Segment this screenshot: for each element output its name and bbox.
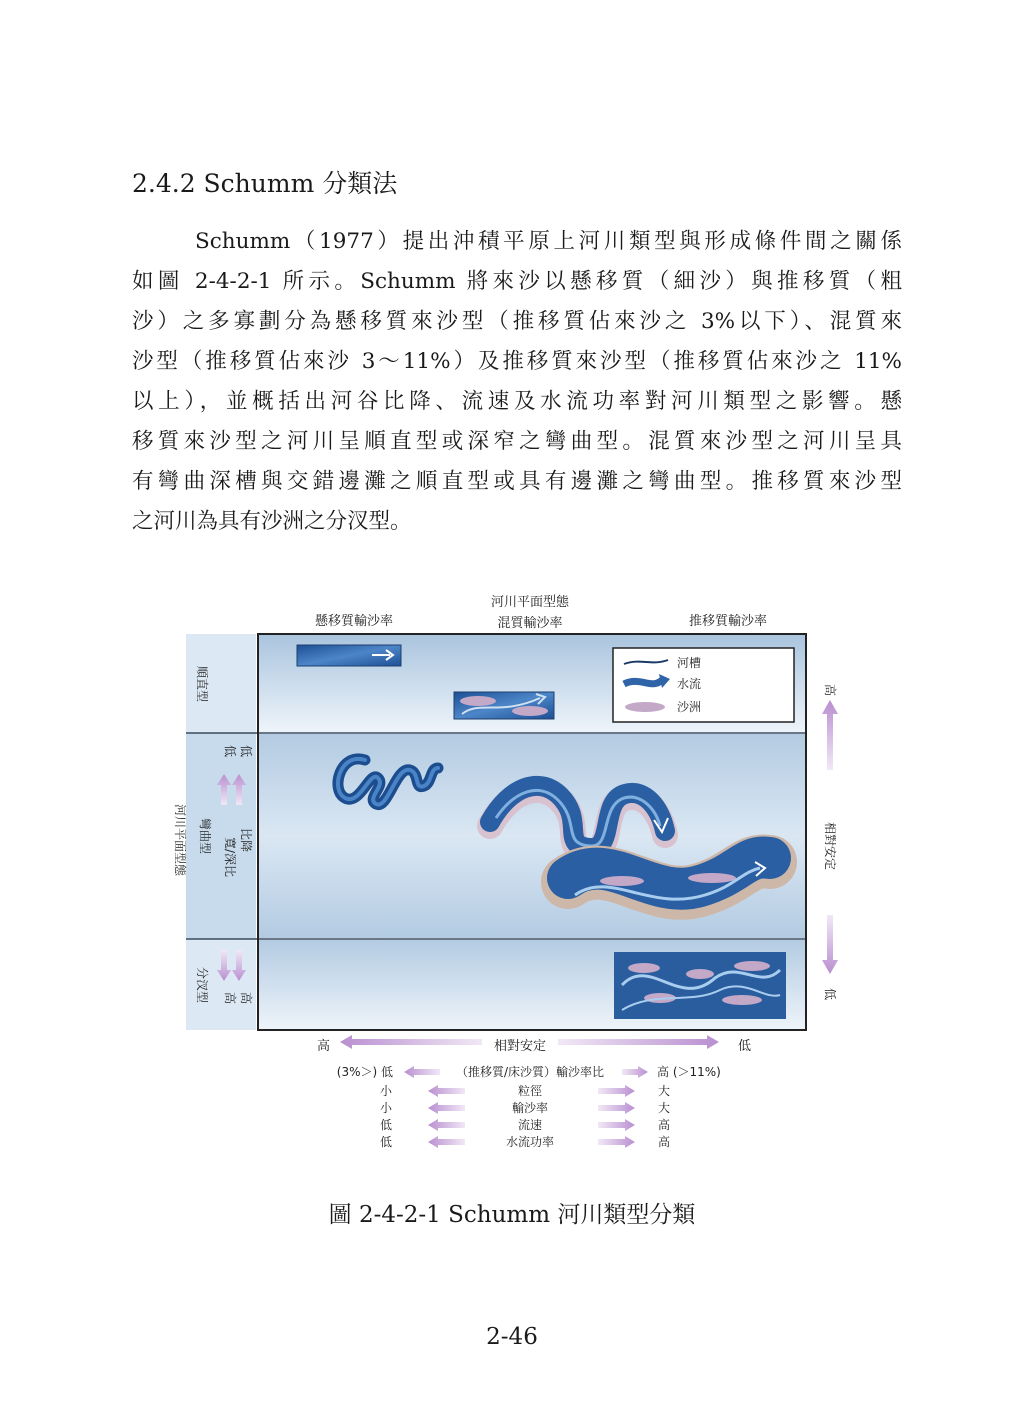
paragraph-line: 沙）之多寡劃分為懸移質來沙型（推移質佔來沙之 3%以下）、混質來 xyxy=(132,309,902,334)
factor-right-arrow xyxy=(598,1102,635,1114)
ratio-right-label: 高 (＞11%) xyxy=(657,1065,721,1079)
ratio-left-arrow xyxy=(404,1066,440,1078)
factor-right-value: 高 xyxy=(657,1135,671,1149)
col-mixed-label: 混質輸沙率 xyxy=(497,616,563,631)
factor-row xyxy=(380,1083,670,1098)
factor-label: 輸沙率 xyxy=(511,1101,549,1115)
paragraph-line: 如圖 2-4-2-1 所示。Schumm 將來沙以懸移質（細沙）與推移質（粗 xyxy=(132,269,902,294)
paragraph-line: Schumm（1977）提出沖積平原上河川類型與形成條件間之關係 xyxy=(195,229,902,254)
wd-high-label: 高 xyxy=(223,991,237,1005)
bottom-right-arrow xyxy=(558,1035,719,1049)
bottom-high-label: 高 xyxy=(317,1039,331,1054)
paragraph-line: 以上），並概括出河谷比降、流速及水流功率對河川類型之影響。懸 xyxy=(132,389,902,414)
paragraph-line: 有彎曲深槽與交錯邊灘之順直型或具有邊灘之彎曲型。推移質來沙型 xyxy=(132,469,902,494)
legend-bar-label: 沙洲 xyxy=(677,700,702,714)
factor-label: 水流功率 xyxy=(505,1135,555,1149)
figure-caption: 圖 2-4-2-1 Schumm 河川類型分類 xyxy=(328,1202,696,1228)
factor-right-value: 大 xyxy=(657,1101,671,1115)
right-axis-label: 相對安定 xyxy=(823,821,837,871)
flow-legend-icon xyxy=(624,680,662,684)
bar-legend-icon xyxy=(625,702,665,712)
legend-box xyxy=(613,648,794,722)
factor-right-value: 高 xyxy=(657,1118,671,1132)
factor-left-value: 低 xyxy=(379,1135,393,1149)
straight-suspended-channel xyxy=(297,645,401,666)
factor-right-arrow xyxy=(598,1136,635,1148)
legend-flow-label: 水流 xyxy=(677,677,702,691)
factor-label: 流速 xyxy=(517,1118,543,1132)
row-meander-label: 彎曲型 xyxy=(198,817,212,855)
bottom-stability-label: 相對安定 xyxy=(493,1039,547,1054)
left-axis-title: 河川平面型態 xyxy=(173,803,187,877)
factor-left-arrow xyxy=(428,1085,465,1097)
wd-low-label: 低 xyxy=(223,744,237,758)
factor-right-arrow xyxy=(598,1119,635,1131)
braided-channel xyxy=(614,952,786,1019)
section-heading: 2.4.2 Schumm 分類法 xyxy=(132,169,398,198)
ratio-label: （推移質/床沙質）輸沙率比 xyxy=(455,1065,605,1079)
straight-mixed-channel xyxy=(454,692,554,719)
paragraph-line: 移質來沙型之河川呈順直型或深窄之彎曲型。混質來沙型之河川呈具 xyxy=(132,429,902,454)
bottom-left-arrow xyxy=(340,1035,482,1049)
right-top-label: 高 xyxy=(823,683,837,697)
factor-label: 粒徑 xyxy=(517,1084,543,1098)
factor-left-arrow xyxy=(428,1119,465,1131)
factor-left-value: 小 xyxy=(379,1084,393,1098)
col-bedload-label: 推移質輸沙率 xyxy=(688,614,768,629)
factor-left-value: 小 xyxy=(379,1101,393,1115)
ratio-left-label: (3%＞) 低 xyxy=(336,1065,393,1079)
factor-left-arrow xyxy=(428,1102,465,1114)
ratio-right-arrow xyxy=(622,1066,648,1078)
factor-left-value: 低 xyxy=(379,1118,393,1132)
legend-channel-label: 河槽 xyxy=(677,656,702,670)
factor-left-arrow xyxy=(428,1136,465,1148)
top-title: 河川平面型態 xyxy=(490,595,570,610)
row-braided-label: 分汊型 xyxy=(195,966,209,1004)
slope-low-label: 低 xyxy=(239,744,253,758)
bottom-low-label: 低 xyxy=(738,1039,752,1054)
factor-row xyxy=(380,1100,670,1115)
paragraph-line: 沙型（推移質佔來沙 3～11%）及推移質來沙型（推移質佔來沙之 11% xyxy=(132,349,902,374)
factor-row xyxy=(380,1117,670,1132)
right-bottom-label: 低 xyxy=(823,987,837,1001)
col-suspended-label: 懸移質輸沙率 xyxy=(314,614,394,629)
slope-high-label: 高 xyxy=(239,991,253,1005)
page-number: 2-46 xyxy=(486,1324,538,1350)
factor-right-arrow xyxy=(598,1085,635,1097)
slope-label: 比降 xyxy=(239,827,253,853)
factor-right-value: 大 xyxy=(657,1084,671,1098)
wd-ratio-label: 寬/深比 xyxy=(223,836,237,878)
row-straight-label: 順直型 xyxy=(195,665,209,703)
paragraph-line: 之河川為具有沙洲之分汊型。 xyxy=(132,509,412,534)
factor-row xyxy=(380,1134,670,1149)
